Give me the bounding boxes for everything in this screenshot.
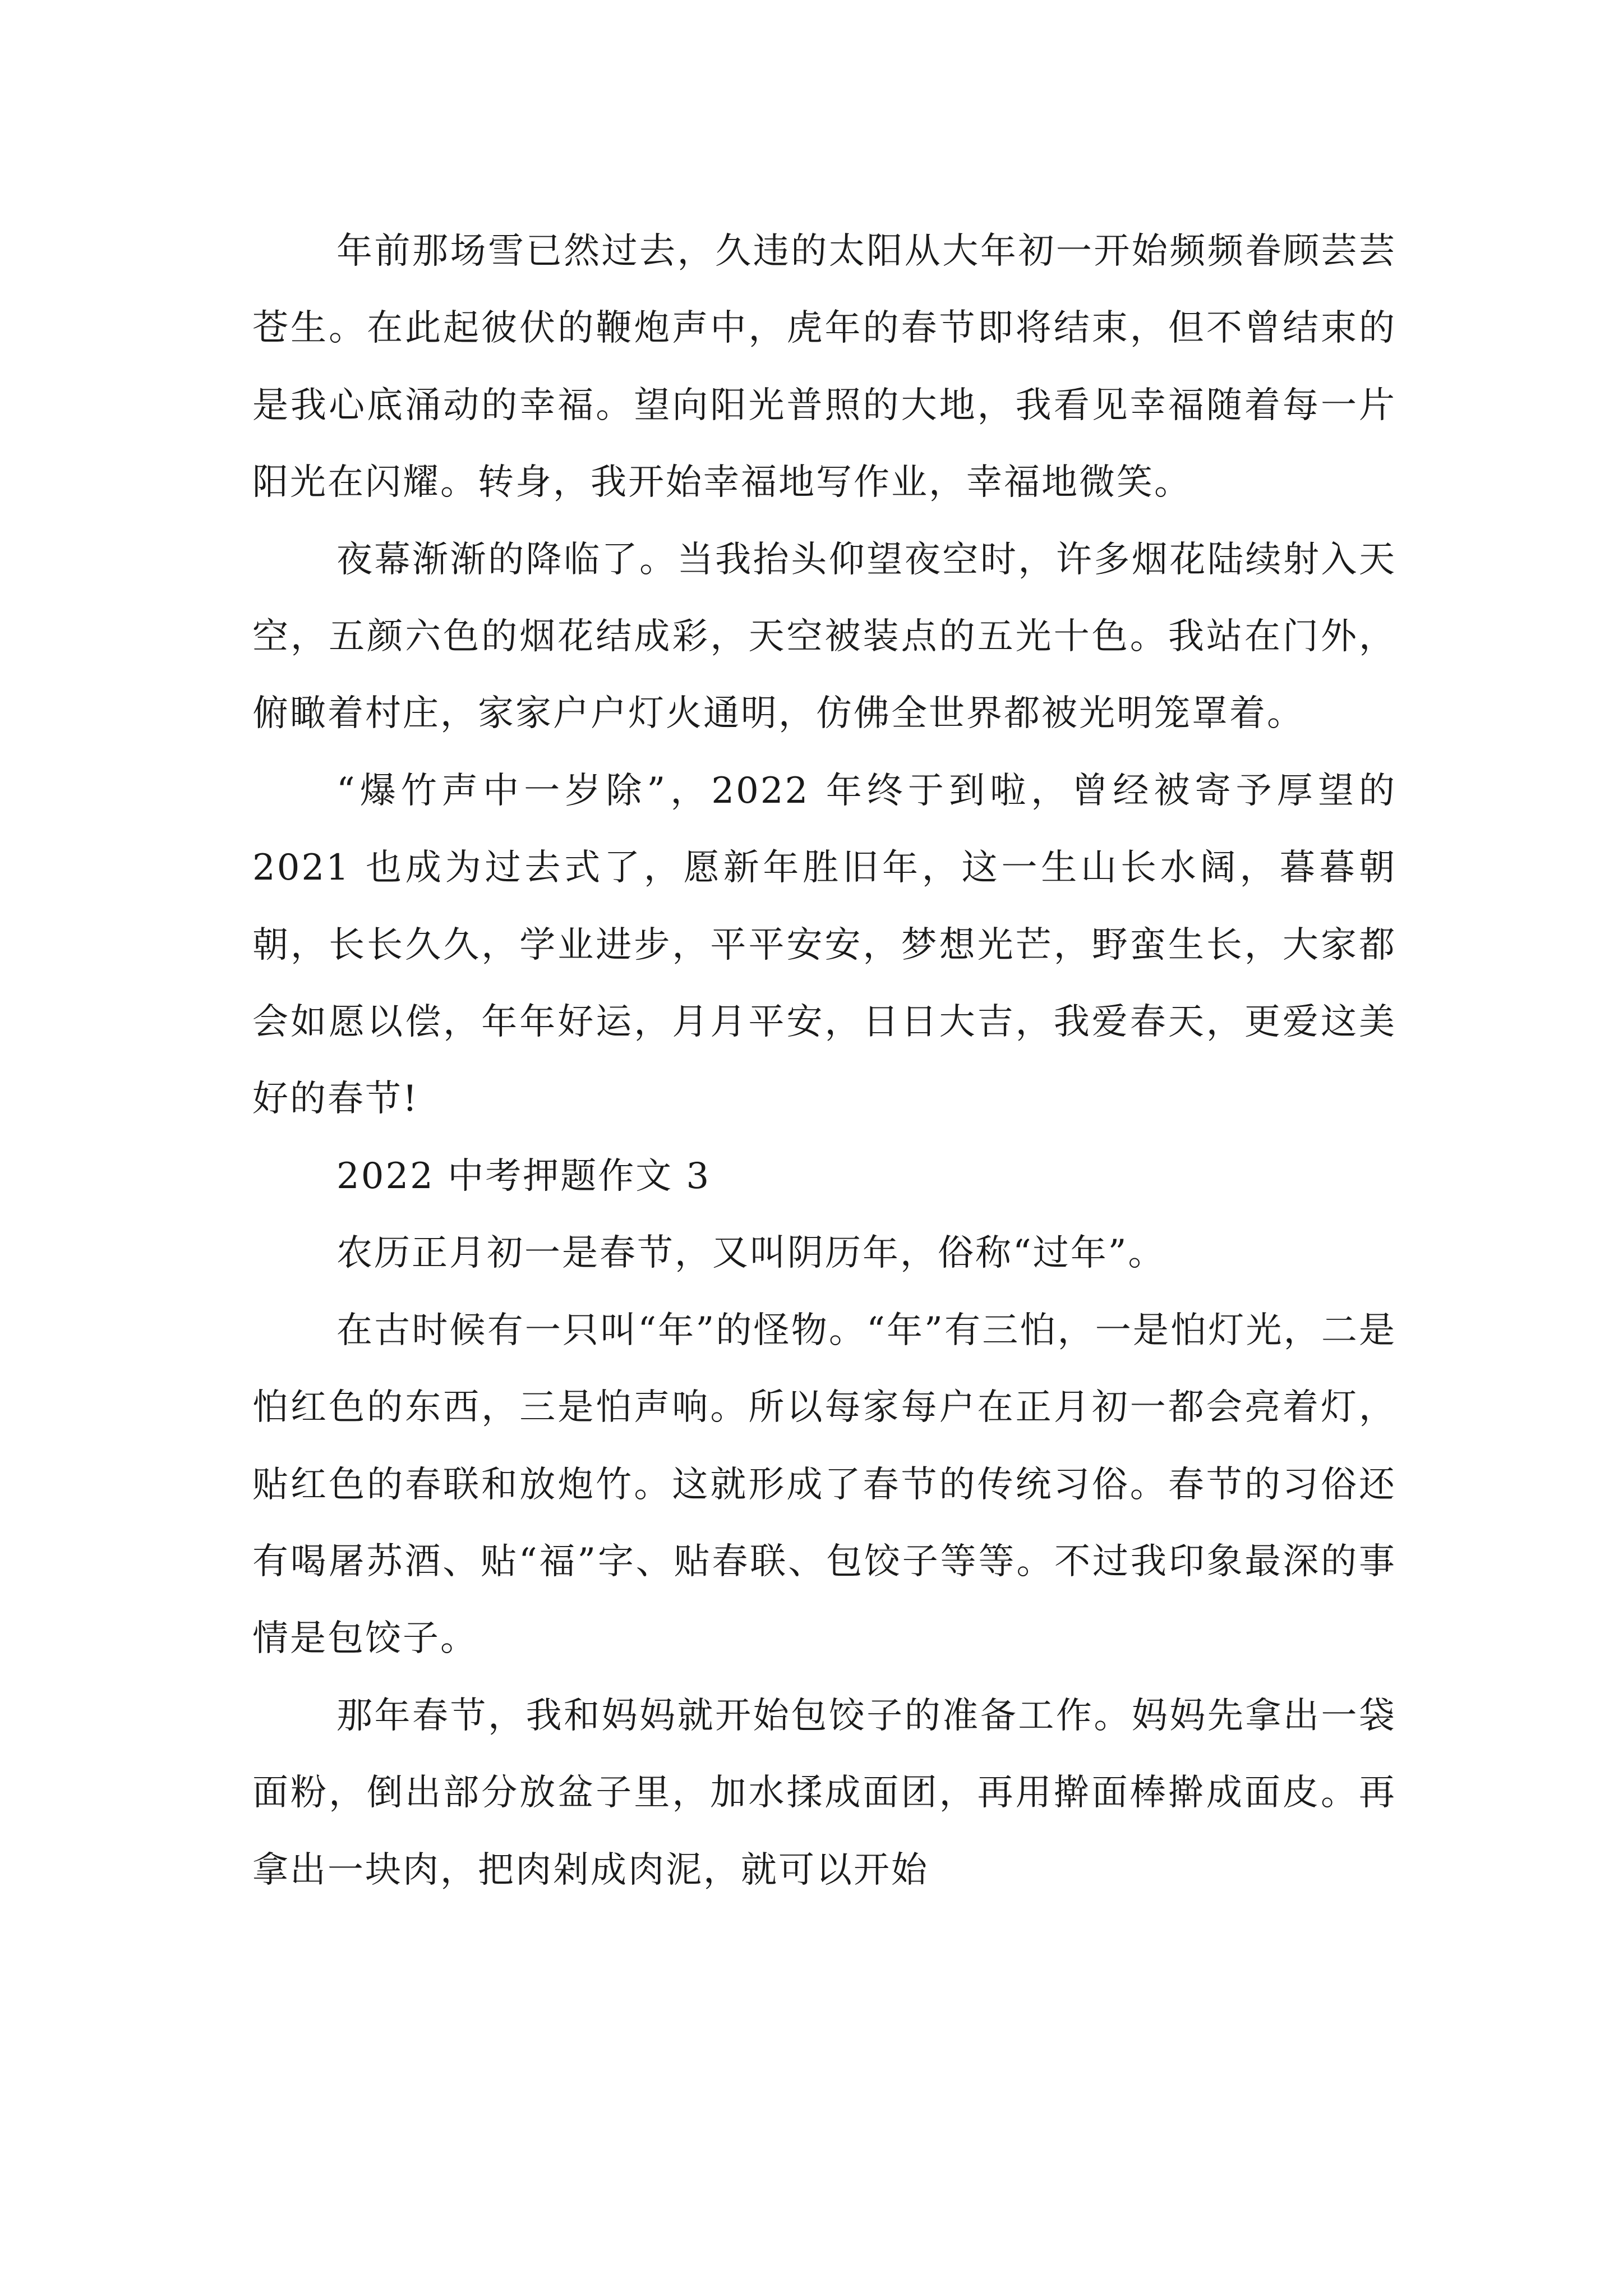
paragraph: 在古时候有一只叫“年”的怪物。“年”有三怕，一是怕灯光，二是怕红色的东西，三是怕声响。所以每家每户在正月初一都会亮着灯，贴红色的春联和放炮竹。这就形成了春节的传统习俗。春节的习俗还有喝屠苏酒、贴“福”字、贴春联、包饺子等等。不过我印象最深的事情是包饺子。	[252, 1309, 1396, 1660]
paragraph: 年前那场雪已然过去，久违的太阳从大年初一开始频频眷顾芸芸苍生。在此起彼伏的鞭炮声中，虎年的春节即将结束，但不曾结束的是我心底涌动的幸福。望向阳光普照的大地，我看见幸福随着每一片阳光在闪耀。转身，我开始幸福地写作业，幸福地微笑。	[252, 231, 1396, 504]
paragraph: “爆竹声中一岁除”，2022 年终于到啦，曾经被寄予厚望的 2021 也成为过去式了，愿新年胜旧年，这一生山长水阔，暮暮朝朝，长长久久，学业进步，平平安安，梦想光芒，野蛮生长，大家都会如愿以偿，年年好运，月月平安，日日大吉，我爱春天，更爱这美好的春节!	[252, 770, 1396, 1120]
paragraph: 农历正月初一是春节，又叫阴历年，俗称“过年”。	[336, 1232, 1166, 1274]
paragraph: 那年春节，我和妈妈就开始包饺子的准备工作。妈妈先拿出一袋面粉，倒出部分放盆子里，加水揉成面团，再用擀面棒擀成面皮。再拿出一块肉，把肉剁成肉泥，就可以开始	[252, 1695, 1396, 1891]
paragraph: 夜幕渐渐的降临了。当我抬头仰望夜空时，许多烟花陆续射入天空，五颜六色的烟花结成彩，天空被装点的五光十色。我站在门外，俯瞰着村庄，家家户户灯火通明，仿佛全世界都被光明笼罩着。	[252, 539, 1396, 735]
section-heading: 2022 中考押题作文 3	[336, 1155, 711, 1197]
document-body	[252, 213, 1396, 1909]
